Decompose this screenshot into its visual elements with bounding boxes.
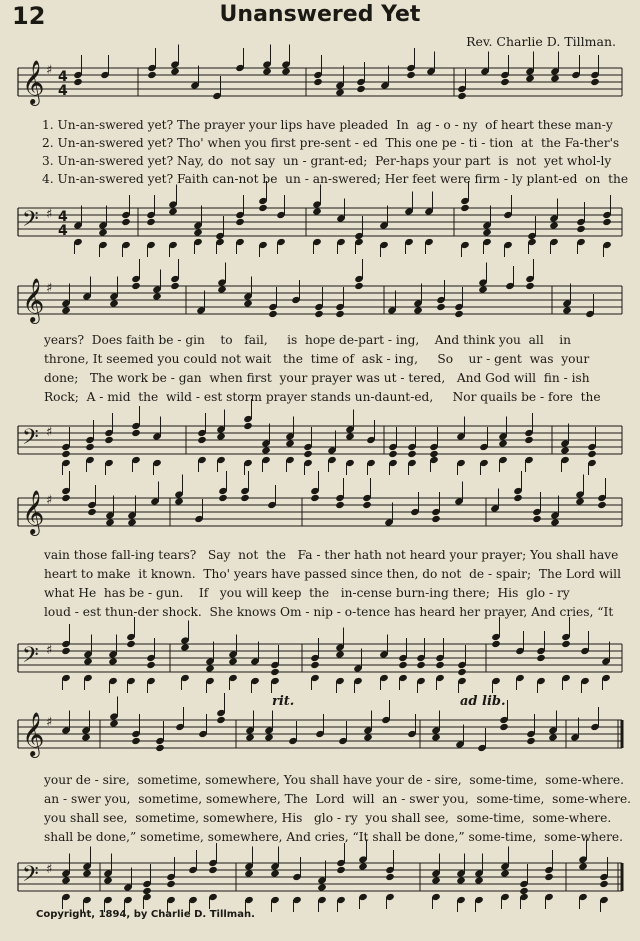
note-head	[550, 518, 560, 526]
note-head	[166, 880, 176, 888]
note-head	[146, 218, 156, 226]
note-head	[385, 873, 395, 881]
note-head	[174, 497, 184, 505]
note-head	[313, 78, 323, 86]
time-signature-icon: 4	[58, 69, 68, 85]
note-head	[482, 228, 492, 236]
note-head	[513, 494, 523, 502]
time-signature-icon: 4	[58, 83, 68, 99]
note-head	[457, 668, 467, 676]
verse-line: 1. Un-an-swered yet? The prayer your lips have pleaded In ag - o - ny of heart these man-y	[42, 118, 613, 132]
note-head	[456, 876, 466, 884]
note-head	[170, 67, 180, 75]
note-head	[431, 515, 441, 523]
note-head	[258, 204, 268, 212]
note-head	[127, 518, 137, 526]
bass-staff-system-1	[0, 200, 640, 252]
note-head	[526, 737, 536, 745]
verse-line: Rock; A - mid the wild - est storm prayer stands un-daunt-ed, Nor quails be - fore the	[44, 390, 601, 404]
note-head	[576, 225, 586, 233]
treble-clef-icon: 𝄞	[22, 712, 45, 756]
note-head	[561, 640, 571, 648]
note-head	[544, 873, 554, 881]
note-head	[270, 668, 280, 676]
note-head	[126, 640, 136, 648]
note-head	[109, 299, 119, 307]
note-head	[474, 876, 484, 884]
note-head	[335, 650, 345, 658]
note-head	[548, 733, 558, 741]
note-head	[317, 883, 327, 891]
verse-line: heart to make it known. Tho' years have passed since then, do not de - spair; The Lord will	[44, 567, 621, 581]
time-signature-icon: 4	[58, 223, 68, 239]
note-head	[243, 422, 253, 430]
note-head	[61, 306, 71, 314]
note-head	[262, 67, 272, 75]
staff-lines	[18, 644, 622, 672]
note-head	[578, 862, 588, 870]
note-head	[406, 71, 416, 79]
note-head	[83, 657, 93, 665]
verse-line: your de - sire, sometime, somewhere, You shall have your de - sire, some-time, some-where.	[44, 773, 624, 787]
sharp-key-icon: ♯	[46, 207, 53, 222]
note-head	[562, 306, 572, 314]
note-head	[105, 518, 115, 526]
note-head	[180, 643, 190, 651]
note-head	[532, 515, 542, 523]
note-head	[228, 657, 238, 665]
sharp-key-icon: ♯	[46, 425, 53, 440]
note-head	[155, 744, 165, 752]
note-head	[314, 310, 324, 318]
note-head	[61, 494, 71, 502]
note-head	[525, 282, 535, 290]
note-head	[243, 299, 253, 307]
note-head	[388, 450, 398, 458]
verse-line: throne, It seemed you could not wait the time of ask - ing, So ur - gent was your	[44, 352, 590, 366]
author-credit: Rev. Charlie D. Tillman.	[466, 34, 616, 49]
note-head	[590, 78, 600, 86]
note-head	[217, 285, 227, 293]
treble-staff-system-1	[0, 60, 640, 112]
note-head	[270, 869, 280, 877]
note-head	[345, 432, 355, 440]
copyright-notice: Copyright, 1894, by Charlie D. Tillman.	[36, 909, 255, 920]
note-head	[363, 733, 373, 741]
note-head	[216, 432, 226, 440]
note-head	[312, 207, 322, 215]
ritardando-mark: rit.	[272, 694, 295, 709]
note-head	[61, 647, 71, 655]
note-head	[244, 869, 254, 877]
note-head	[131, 737, 141, 745]
note-head	[303, 450, 313, 458]
note-head	[131, 282, 141, 290]
treble-staff-system-2	[0, 278, 640, 334]
sharp-key-icon: ♯	[46, 862, 53, 877]
note-head	[358, 862, 368, 870]
note-head	[87, 508, 97, 516]
treble-clef-icon: 𝄞	[22, 60, 45, 104]
note-head	[335, 501, 345, 509]
verse-line: what He has be - gun. If you will keep the in-cense burn-ing there; His glo - ry	[44, 586, 570, 600]
note-head	[498, 439, 508, 447]
note-head	[362, 501, 372, 509]
note-head	[478, 285, 488, 293]
note-head	[550, 74, 560, 82]
note-head	[81, 733, 91, 741]
verse-line: shall be done,” sometime, somewhere, And cries, “It shall be done,” some-time, some-where.	[44, 830, 623, 844]
note-head	[61, 450, 71, 458]
treble-clef-icon: 𝄞	[22, 490, 45, 534]
note-head	[82, 869, 92, 877]
note-head	[208, 866, 218, 874]
note-head	[335, 310, 345, 318]
verse-line: done; The work be - gan when first your prayer was ut - tered, And God will fin - ish	[44, 371, 590, 385]
note-head	[500, 78, 510, 86]
note-head	[152, 292, 162, 300]
note-head	[109, 719, 119, 727]
note-head	[335, 88, 345, 96]
treble-staff-system-3	[0, 490, 640, 544]
note-head	[549, 221, 559, 229]
note-head	[454, 310, 464, 318]
note-head	[336, 866, 346, 874]
note-head	[73, 78, 83, 86]
note-head	[121, 218, 131, 226]
note-head	[285, 439, 295, 447]
note-head	[98, 228, 108, 236]
note-head	[436, 303, 446, 311]
note-head	[599, 880, 609, 888]
note-head	[435, 661, 445, 669]
note-head	[147, 71, 157, 79]
note-head	[536, 654, 546, 662]
bass-clef-icon: 𝄢	[22, 207, 39, 237]
note-head	[170, 282, 180, 290]
note-head	[216, 716, 226, 724]
note-head	[310, 494, 320, 502]
time-signature-icon: 4	[58, 209, 68, 225]
verse-line: vain those fall-ing tears? Say not the Fa - ther hath not heard your prayer; You shall have	[44, 548, 619, 562]
note-head	[575, 497, 585, 505]
verse-line: you shall see, sometime, somewhere, His glo - ry you shall see, some-time, some-where.	[44, 811, 612, 825]
sharp-key-icon: ♯	[46, 63, 53, 78]
note-head	[499, 723, 509, 731]
note-head	[245, 733, 255, 741]
note-head	[310, 661, 320, 669]
note-head	[525, 74, 535, 82]
note-head	[131, 429, 141, 437]
sharp-key-icon: ♯	[46, 281, 53, 296]
note-head	[587, 450, 597, 458]
ad-lib-mark: ad lib.	[460, 694, 506, 709]
verse-line: an - swer you, sometime, somewhere, The Lord will an - swer you, some-time, some-where.	[44, 792, 632, 806]
note-head	[205, 664, 215, 672]
note-head	[268, 310, 278, 318]
note-head	[61, 876, 71, 884]
note-head	[354, 282, 364, 290]
treble-staff-system-4	[0, 712, 640, 768]
sharp-key-icon: ♯	[46, 493, 53, 508]
verse-line: 3. Un-an-swered yet? Nay, do not say un - grant-ed; Per-haps your part is not yet whol-ly	[42, 154, 612, 168]
bass-staff-system-2	[0, 418, 640, 470]
note-head	[240, 494, 250, 502]
note-head	[597, 501, 607, 509]
note-head	[460, 204, 470, 212]
note-head	[108, 657, 118, 665]
note-head	[193, 228, 203, 236]
note-head	[218, 494, 228, 502]
note-head	[524, 436, 534, 444]
note-head	[398, 661, 408, 669]
sharp-key-icon: ♯	[46, 643, 53, 658]
note-head	[407, 450, 417, 458]
note-head	[261, 446, 271, 454]
bass-staff-system-4	[0, 855, 640, 907]
note-head	[104, 436, 114, 444]
hymn-number: 12	[12, 2, 46, 30]
verse-line: years? Does faith be - gin to fail, is hope de-part - ing, And think you all in	[44, 333, 571, 347]
note-head	[416, 661, 426, 669]
note-head	[197, 436, 207, 444]
treble-clef-icon: 𝄞	[22, 278, 45, 322]
note-head	[602, 218, 612, 226]
note-head	[500, 869, 510, 877]
hymn-title: Unanswered Yet	[219, 2, 421, 27]
verse-line: 4. Un-an-swered yet? Faith can-not be un - an-swered; Her feet were firm - ly plant-ed on the	[42, 172, 629, 186]
note-head	[431, 733, 441, 741]
note-head	[431, 876, 441, 884]
note-head	[85, 443, 95, 451]
note-head	[560, 446, 570, 454]
note-head	[413, 306, 423, 314]
note-head	[264, 733, 274, 741]
note-head	[168, 207, 178, 215]
verse-line: loud - est thun-der shock. She knows Om - nip - o-tence has heard her prayer, And cries, “It	[44, 605, 614, 619]
sharp-key-icon: ♯	[46, 715, 53, 730]
note-head	[103, 876, 113, 884]
note-head	[146, 661, 156, 669]
note-head	[281, 67, 291, 75]
bass-clef-icon: 𝄢	[22, 643, 39, 673]
note-head	[235, 218, 245, 226]
note-head	[491, 640, 501, 648]
note-head	[457, 92, 467, 100]
bass-clef-icon: 𝄢	[22, 425, 39, 455]
bass-clef-icon: 𝄢	[22, 862, 39, 892]
bass-staff-system-3	[0, 636, 640, 688]
verse-line: 2. Un-an-swered yet? Tho' when you first pre-sent - ed This one pe - ti - tion at the Fa-ther's	[42, 136, 620, 150]
note-head	[356, 85, 366, 93]
